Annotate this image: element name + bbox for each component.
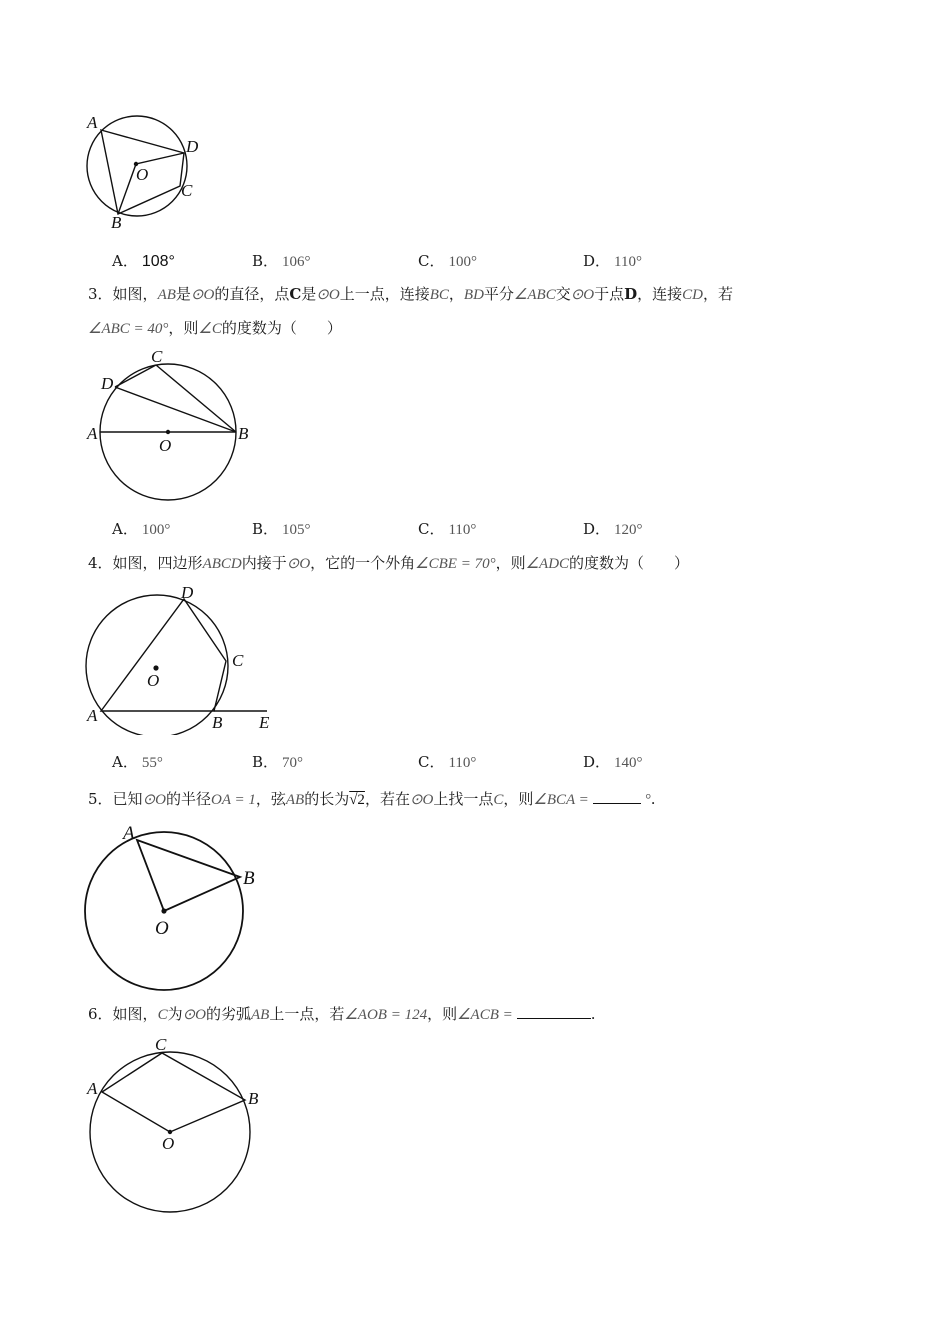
q6-label-a: A — [87, 1079, 98, 1098]
q6-label-c: C — [155, 1035, 167, 1054]
q2-option-a: A． 108° — [112, 252, 175, 270]
q4-option-c: C． 110° — [418, 753, 477, 771]
q3-label-o: O — [159, 436, 172, 455]
q5-sqrt2: √2 — [349, 792, 365, 808]
q3-stem-line1: 3．如图，AB是⊙O的直径，点C是⊙O上一点，连接BC，BD平分∠ABC交⊙O于点D，连接CD，若 — [88, 285, 734, 303]
q2-radii — [118, 153, 184, 214]
q3-option-b-value: 105° — [282, 522, 311, 538]
q4-label-d: D — [181, 583, 194, 602]
q2-option-c: C． 100° — [418, 252, 477, 270]
q3-option-a-value: 100° — [141, 522, 171, 538]
q2-option-d: D． 110° — [583, 252, 642, 270]
q5-triangle-aob — [137, 840, 240, 911]
q6-label-o: O — [162, 1134, 175, 1153]
q6-quadrilateral-acbo — [102, 1053, 245, 1132]
q6-stem-line1: 6．如图，C为⊙O的劣弧AB上一点，若∠AOB = 124，则∠ACB = . — [88, 1005, 596, 1023]
q4-option-a: A． 55° — [112, 753, 163, 771]
q2-label-o: O — [136, 165, 149, 184]
q5-label-a: A — [123, 823, 135, 844]
q2-option-a-value: 108° — [141, 253, 175, 270]
q4-label-a: A — [87, 706, 98, 725]
q3-option-a: A． 100° — [112, 520, 171, 538]
q5-answer-blank[interactable] — [593, 789, 641, 804]
q4-option-d-value: 140° — [614, 755, 643, 771]
q6-answer-blank[interactable] — [517, 1004, 591, 1019]
q2-option-d-value: 110° — [614, 254, 642, 270]
q2-option-c-value: 100° — [448, 254, 477, 270]
q4-option-b-value: 70° — [282, 755, 304, 771]
q4-option-a-value: 55° — [141, 755, 163, 771]
q4-label-b: B — [212, 713, 223, 732]
q3-option-d: D． 120° — [583, 520, 643, 538]
q6-figure — [80, 1030, 270, 1215]
q4-option-d: D． 140° — [583, 753, 643, 771]
q5-label-o: O — [155, 918, 169, 939]
q3-chord-db — [115, 387, 236, 432]
q3-chord-cb — [156, 365, 236, 432]
q4-label-e: E — [259, 713, 270, 732]
q5-figure — [80, 820, 265, 995]
q4-label-o: O — [147, 671, 160, 690]
q2-label-a: A — [87, 113, 98, 132]
q2-label-b: B — [111, 213, 122, 232]
q3-option-c-value: 110° — [448, 522, 477, 538]
q2-option-b: B． 106° — [252, 252, 311, 270]
q2-label-c: C — [181, 181, 193, 200]
q3-option-c: C． 110° — [418, 520, 477, 538]
q6-label-b: B — [248, 1089, 259, 1108]
q4-figure — [80, 580, 280, 735]
q3-label-b: B — [238, 424, 249, 443]
q5-label-b: B — [243, 868, 255, 889]
q2-figure — [80, 110, 210, 235]
q3-center-dot — [166, 430, 170, 434]
q3-label-a: A — [87, 424, 98, 443]
q3-option-d-value: 120° — [614, 522, 643, 538]
q3-figure — [80, 345, 260, 505]
q3-stem-line2: ∠ABC = 40°，则∠C的度数为（ ） — [88, 319, 342, 337]
q4-label-c: C — [232, 651, 244, 670]
q3-label-c: C — [151, 347, 163, 366]
q3-option-b: B． 105° — [252, 520, 311, 538]
q3-label-d: D — [101, 374, 114, 393]
q4-option-c-value: 110° — [448, 755, 477, 771]
q3-chord-dc — [115, 365, 156, 387]
q4-circle — [86, 595, 228, 735]
q4-center-dot — [153, 665, 158, 670]
q4-option-b: B． 70° — [252, 753, 304, 771]
q4-stem-line1: 4．如图，四边形ABCD内接于⊙O，它的一个外角∠CBE = 70°，则∠ADC的度数为（ ） — [88, 554, 690, 572]
q2-option-b-value: 106° — [282, 254, 311, 270]
q2-label-d: D — [186, 137, 199, 156]
q5-center-dot — [161, 908, 166, 913]
q5-stem-line1: 5．已知⊙O的半径OA = 1，弦AB的长为√2，若在⊙O上找一点C，则∠BCA = °. — [88, 790, 656, 808]
